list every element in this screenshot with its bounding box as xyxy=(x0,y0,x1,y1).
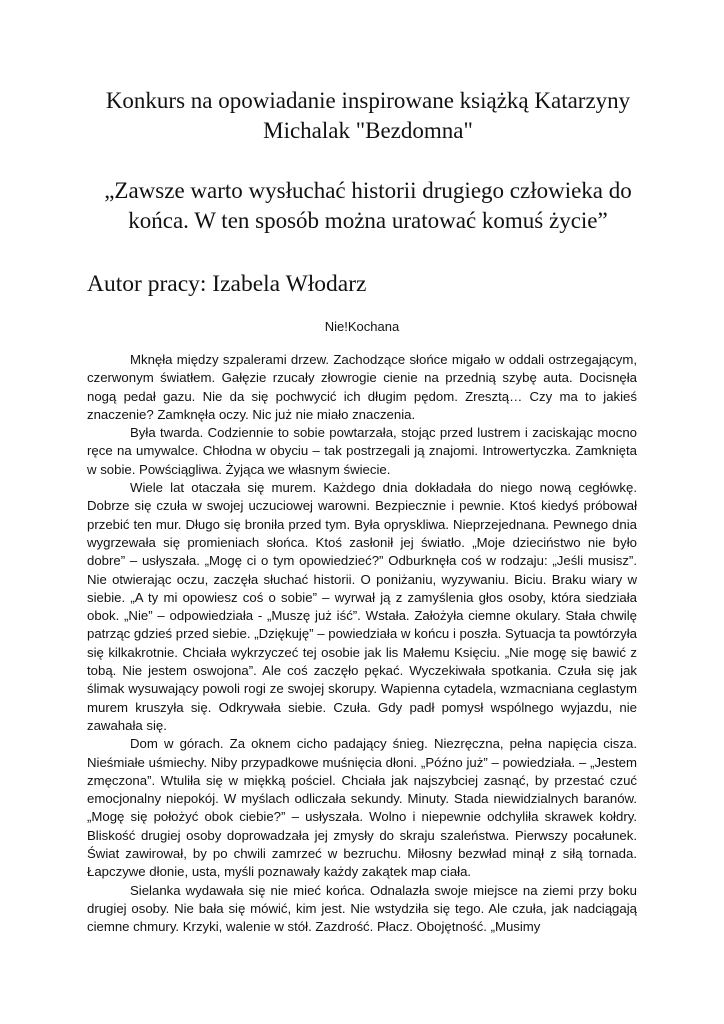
paragraph-1: Mknęła między szpalerami drzew. Zachodzące słońce migało w oddali ostrzegającym, czerwonym światłem. Gałęzie rzucały złowrogie cienie na przednią szybę auta. Docisnęła nogą pedał gazu. Nie da się pochwycić ich długim pędom. Zresztą… Czy ma to jakieś znaczenie? Zamknęła oczy. Nic już nie miało znaczenia. xyxy=(87,352,637,422)
paragraph-5: Sielanka wydawała się nie mieć końca. Odnalazła swoje miejsce na ziemi przy boku drugiej osoby. Nie bała się mówić, kim jest. Nie wstydziła się tego. Ale czuła, jak nadciągają ciemne chmury. Krzyki, walenie w stół. Zazdrość. Płacz. Obojętność. „Musimy xyxy=(87,882,637,935)
motto-quote: „Zawsze warto wysłuchać historii drugiego człowieka do końca. W ten sposób można uratować komuś życie” xyxy=(104,178,632,233)
author-line: Autor pracy: Izabela Włodarz xyxy=(87,271,367,297)
paragraph-2: Była twarda. Codziennie to sobie powtarzała, stojąc przed lustrem i zaciskając mocno ręce na umywalce. Chłodna w obyciu – tak postrzegali ją znajomi. Introwertyczka. Zamknięta w sobie. Powściągliwa. Żyjąca we własnym świecie. xyxy=(87,425,637,477)
story-body xyxy=(87,351,637,937)
paragraph-3: Wiele lat otaczała się murem. Każdego dnia dokładała do niego nową cegłówkę. Dobrze się czuła w swojej uczuciowej warowni. Bezpiecznie i pewnie. Ktoś kiedyś próbował przebić ten mur. Długo się broniła przed tym. Była opryskliwa. Nieprzejednana. Pewnego dnia wygrzewała się promieniach słońca. Ktoś zasłonił jej światło. „Moje dzieciństwo nie było dobre” – usłyszała. „Mogę ci o tym opowiedzieć?” Odburknęła coś w rodzaju: „Jeśli musisz”. Nie otwierając oczu, zaczęła słuchać historii. O poniżaniu, wyzywaniu. Biciu. Braku wiary w siebie. „A ty mi opowiesz coś o sobie” – wyrwał ją z zamyślenia głos osoby, która siedziała obok. „Nie” – odpowiedziała - „Muszę już iść”. Wstała. Założyła ciemne okulary. Stała chwilę patrząc gdzieś przed siebie. „Dziękuję” – powiedziała w końcu i poszła. Sytuacja ta powtórzyła się kilkakrotnie. Chciała wykrzyczeć tej osobie jak lis Małemu Księciu. „Nie mogę się bawić z tobą. Nie jestem oswojona”. Ale coś zaczęło pękać. Wyczekiwała spotkania. Czuła się jak ślimak wysuwający powoli rogi ze swojej skorupy. Wapienna cytadela, wzmacniana ceglastym murem kruszyła się. Odkrywała siebie. Czuła. Gdy padł pomysł wspólnego wyjazdu, nie zawahała się. xyxy=(87,480,637,733)
contest-title: Konkurs na opowiadanie inspirowane książką Katarzyny Michalak "Bezdomna" xyxy=(105,88,631,143)
paragraph-4: Dom w górach. Za oknem cicho padający śnieg. Niezręczna, pełna napięcia cisza. Nieśmiałe uśmiechy. Niby przypadkowe muśnięcia dłoni. „Późno już” – powiedziała. – „Jestem zmęczona”. Wtuliła się w miękką pościel. Chciała jak najszybciej zasnąć, by przestać czuć emocjonalny niepokój. W myślach odliczała sekundy. Minuty. Stada niewidzialnych baranów. „Mogę się położyć obok ciebie?” – usłyszała. Wolno i niepewnie odchyliła skrawek kołdry. Bliskość drugiej osoby doprowadzała jej zmysły do skraju szaleństwa. Pierwszy pocałunek. Świat zawirował, by po chwili zamrzeć w bezruchu. Miłosny bezwład minął z siłą tornada. Łapczywe dłonie, usta, myśli poznawały każdy zakątek map ciała. xyxy=(87,736,637,880)
story-title: Nie!Kochana xyxy=(324,319,400,334)
